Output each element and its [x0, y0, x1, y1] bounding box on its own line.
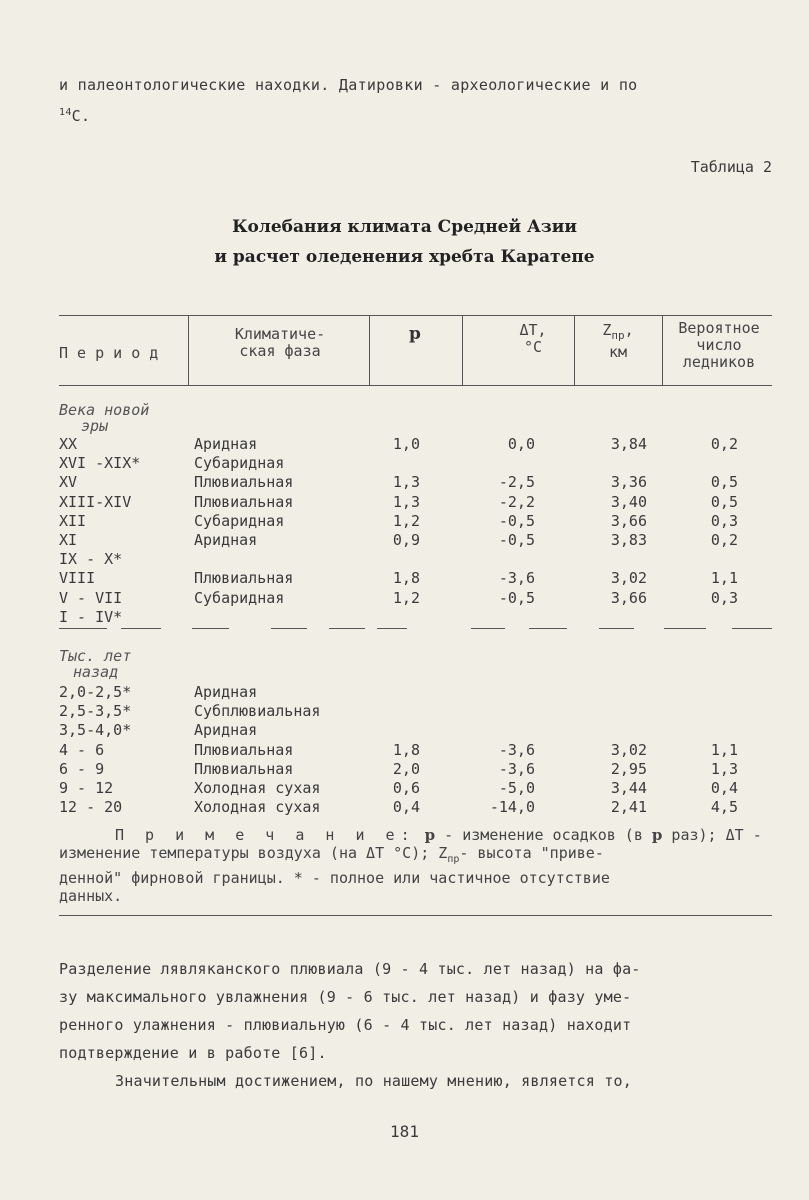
table-row — [0, 531, 809, 550]
cell-z: 3,36 — [610, 473, 647, 492]
body-line-2: зу максимального увлажнения (9 - 6 тыс. лет назад) и фазу уме- — [59, 988, 632, 1006]
separator-dash — [664, 628, 706, 629]
note-line-2a: изменение температуры воздуха (на ΔT °C); Z — [59, 844, 448, 862]
separator-dash — [271, 628, 307, 629]
cell-dt: -0,5 — [498, 531, 535, 549]
body-line-4: подтверждение и в работе [6]. — [59, 1044, 327, 1062]
separator-dash — [529, 628, 567, 629]
cell-dt: -3,6 — [498, 759, 535, 778]
cell-z: 3,40 — [610, 492, 647, 511]
header-z-line-2: км — [608, 343, 628, 361]
page-number: 181 — [390, 1122, 419, 1141]
note-part-2: раз); ΔT - — [662, 826, 762, 844]
separator-dash — [59, 628, 107, 629]
cell-z: 3,66 — [610, 511, 647, 530]
header-z — [575, 322, 661, 361]
cell-n: 1,1 — [710, 569, 738, 588]
header-dt — [463, 322, 573, 356]
cell-p: 2,0 — [392, 759, 420, 778]
table-row — [0, 683, 809, 702]
note-p-symbol-2: p — [651, 826, 663, 844]
cell-period: XV — [59, 473, 78, 492]
header-top-rule — [59, 315, 772, 316]
table-row — [0, 512, 809, 531]
cell-n: 1,3 — [710, 759, 738, 778]
separator-dash — [377, 628, 407, 629]
table-title — [0, 212, 809, 272]
cell-phase: Аридная — [194, 435, 258, 453]
table-row — [0, 608, 809, 627]
cell-z: 3,44 — [610, 779, 647, 797]
cell-p: 1,8 — [392, 740, 420, 759]
cell-phase: Плювиальная — [194, 759, 294, 778]
cell-z: 3,02 — [610, 740, 647, 759]
note-part-1: - изменение осадков (в — [435, 826, 652, 844]
header-glaciers — [663, 320, 775, 371]
section-thousand-years-line-2: назад — [73, 663, 119, 681]
cell-period: 2,0-2,5* — [59, 683, 132, 701]
table-row — [0, 760, 809, 779]
cell-period: 3,5-4,0* — [59, 721, 132, 740]
cell-n: 0,3 — [710, 511, 738, 530]
cell-dt: -0,5 — [498, 588, 535, 607]
cell-phase: Субаридная — [194, 511, 285, 530]
header-z-main: Z — [602, 321, 612, 339]
separator-dash — [599, 628, 634, 629]
header-z-sub: пр — [611, 329, 625, 342]
cell-period: 12 - 20 — [59, 798, 123, 817]
header-period: П е р и о д — [59, 344, 159, 362]
cell-p: 1,0 — [392, 435, 420, 453]
cell-p: 1,2 — [392, 588, 420, 607]
intro-line-2 — [59, 99, 774, 130]
cell-period: XII — [59, 511, 87, 530]
cell-period: 9 - 12 — [59, 779, 114, 797]
header-dt-line-2: °C — [523, 338, 543, 356]
table-row — [0, 721, 809, 740]
cell-n: 1,1 — [710, 740, 738, 759]
table-row — [0, 779, 809, 798]
cell-n: 0,4 — [710, 779, 738, 797]
header-glaciers-line-1: Вероятное — [678, 319, 760, 337]
cell-n: 0,5 — [710, 473, 738, 492]
table-row — [0, 550, 809, 569]
note-line-2-sub: пр — [447, 854, 460, 865]
cell-period: XIII-XIV — [59, 492, 132, 511]
section-thousand-years — [59, 648, 131, 680]
intro-paragraph — [59, 72, 774, 130]
cell-period: V - VII — [59, 588, 123, 607]
section-centuries-line-1: Века новой — [59, 401, 150, 419]
cell-n: 0,3 — [710, 588, 738, 607]
section-thousand-years-line-1: Тыс. лет — [59, 647, 132, 665]
note-line-2b: - высота "приве- — [459, 844, 604, 862]
body-line-1: Разделение лявляканского плювиала (9 - 4 тыс. лет назад) на фа- — [59, 960, 641, 978]
header-divider-1 — [188, 315, 189, 385]
cell-phase: Субаридная — [194, 454, 285, 473]
title-line-2: и расчет оледенения хребта Каратепе — [214, 247, 595, 267]
table-bottom-rule — [59, 915, 772, 916]
note-line-4: данных. — [59, 887, 123, 905]
separator-dash — [329, 628, 365, 629]
header-dt-line-1: ΔT, — [519, 321, 547, 339]
note-line-2 — [59, 844, 774, 869]
cell-p: 1,3 — [392, 492, 420, 511]
cell-phase: Плювиальная — [194, 492, 294, 511]
cell-dt: -14,0 — [489, 798, 535, 817]
note-line-1 — [59, 826, 774, 844]
section-separator — [59, 628, 772, 630]
intro-line-1: и палеонтологические находки. Датировки - археологические и по — [59, 76, 638, 94]
separator-dash — [732, 628, 772, 629]
section-centuries-line-2: эры — [81, 417, 109, 435]
separator-dash — [192, 628, 229, 629]
cell-period: VIII — [59, 569, 96, 588]
table-row — [0, 798, 809, 817]
cell-z: 2,41 — [610, 798, 647, 817]
separator-dash — [471, 628, 505, 629]
cell-period: XVI -XIX* — [59, 454, 141, 473]
header-p: p — [409, 324, 421, 344]
body-line-5: Значительным достижением, по нашему мнению, является то, — [115, 1072, 632, 1090]
cell-p: 0,6 — [392, 779, 420, 797]
table-row — [0, 454, 809, 473]
cell-period: I - IV* — [59, 607, 123, 626]
table-row — [0, 473, 809, 492]
cell-n: 0,2 — [710, 435, 738, 453]
cell-phase: Холодная сухая — [194, 779, 321, 797]
header-bottom-rule — [59, 385, 772, 386]
table-note — [59, 826, 774, 905]
cell-p: 1,3 — [392, 473, 420, 492]
table-row — [0, 493, 809, 512]
header-glaciers-line-2: число — [696, 336, 742, 354]
header-phase-line-2: ская фаза — [239, 342, 321, 360]
body-line-3: ренного улажнения - плювиальную (6 - 4 тыс. лет назад) находит — [59, 1016, 632, 1034]
cell-phase: Аридная — [194, 683, 258, 701]
cell-n: 0,2 — [710, 531, 738, 549]
separator-dash — [121, 628, 161, 629]
header-phase — [192, 326, 368, 360]
cell-period: 6 - 9 — [59, 759, 105, 778]
header-phase-line-1: Климатиче- — [234, 325, 326, 343]
cell-dt: -5,0 — [498, 779, 535, 797]
cell-period: XI — [59, 531, 78, 549]
cell-n: 4,5 — [710, 798, 738, 817]
table-row — [0, 589, 809, 608]
cell-p: 1,2 — [392, 511, 420, 530]
cell-dt: -2,5 — [498, 473, 535, 492]
cell-z: 3,83 — [610, 531, 647, 549]
cell-dt: -3,6 — [498, 569, 535, 588]
cell-phase: Субаридная — [194, 588, 285, 607]
cell-phase: Субплювиальная — [194, 702, 321, 721]
cell-dt: -2,2 — [498, 492, 535, 511]
cell-z: 3,84 — [610, 435, 647, 453]
body-paragraph — [59, 955, 774, 1095]
cell-period: XX — [59, 435, 78, 453]
note-line-3: денной" фирновой границы. * - полное или частичное отсутствие — [59, 869, 610, 887]
table-row — [0, 702, 809, 721]
header-glaciers-line-3: ледников — [682, 353, 756, 371]
cell-phase: Аридная — [194, 721, 258, 740]
table-label: Таблица 2 — [690, 158, 772, 176]
cell-z: 3,66 — [610, 588, 647, 607]
cell-z: 2,95 — [610, 759, 647, 778]
cell-dt: -0,5 — [498, 511, 535, 530]
cell-period: IX - X* — [59, 550, 123, 569]
intro-line-2-text: С. — [71, 107, 91, 125]
cell-phase: Плювиальная — [194, 569, 294, 588]
cell-dt: -3,6 — [498, 740, 535, 759]
cell-period: 4 - 6 — [59, 740, 105, 759]
intro-sup: 14 — [59, 107, 72, 118]
cell-phase: Холодная сухая — [194, 798, 321, 817]
table-row — [0, 741, 809, 760]
section-centuries — [59, 402, 149, 434]
cell-p: 0,4 — [392, 798, 420, 817]
cell-phase: Аридная — [194, 531, 258, 549]
cell-dt: 0,0 — [507, 435, 535, 453]
table-row — [0, 569, 809, 588]
title-line-1: Колебания климата Средней Азии — [232, 217, 577, 237]
table-row — [0, 435, 809, 454]
header-z-line-1: $Z_{пр}$, — [602, 321, 634, 342]
cell-z: 3,02 — [610, 569, 647, 588]
cell-p: 1,8 — [392, 569, 420, 588]
note-p-symbol: p — [424, 826, 436, 844]
cell-phase: Плювиальная — [194, 740, 294, 759]
cell-period: 2,5-3,5* — [59, 702, 132, 721]
cell-phase: Плювиальная — [194, 473, 294, 492]
cell-n: 0,5 — [710, 492, 738, 511]
cell-p: 0,9 — [392, 531, 420, 549]
note-label: П р и м е ч а н и е: — [115, 826, 416, 844]
